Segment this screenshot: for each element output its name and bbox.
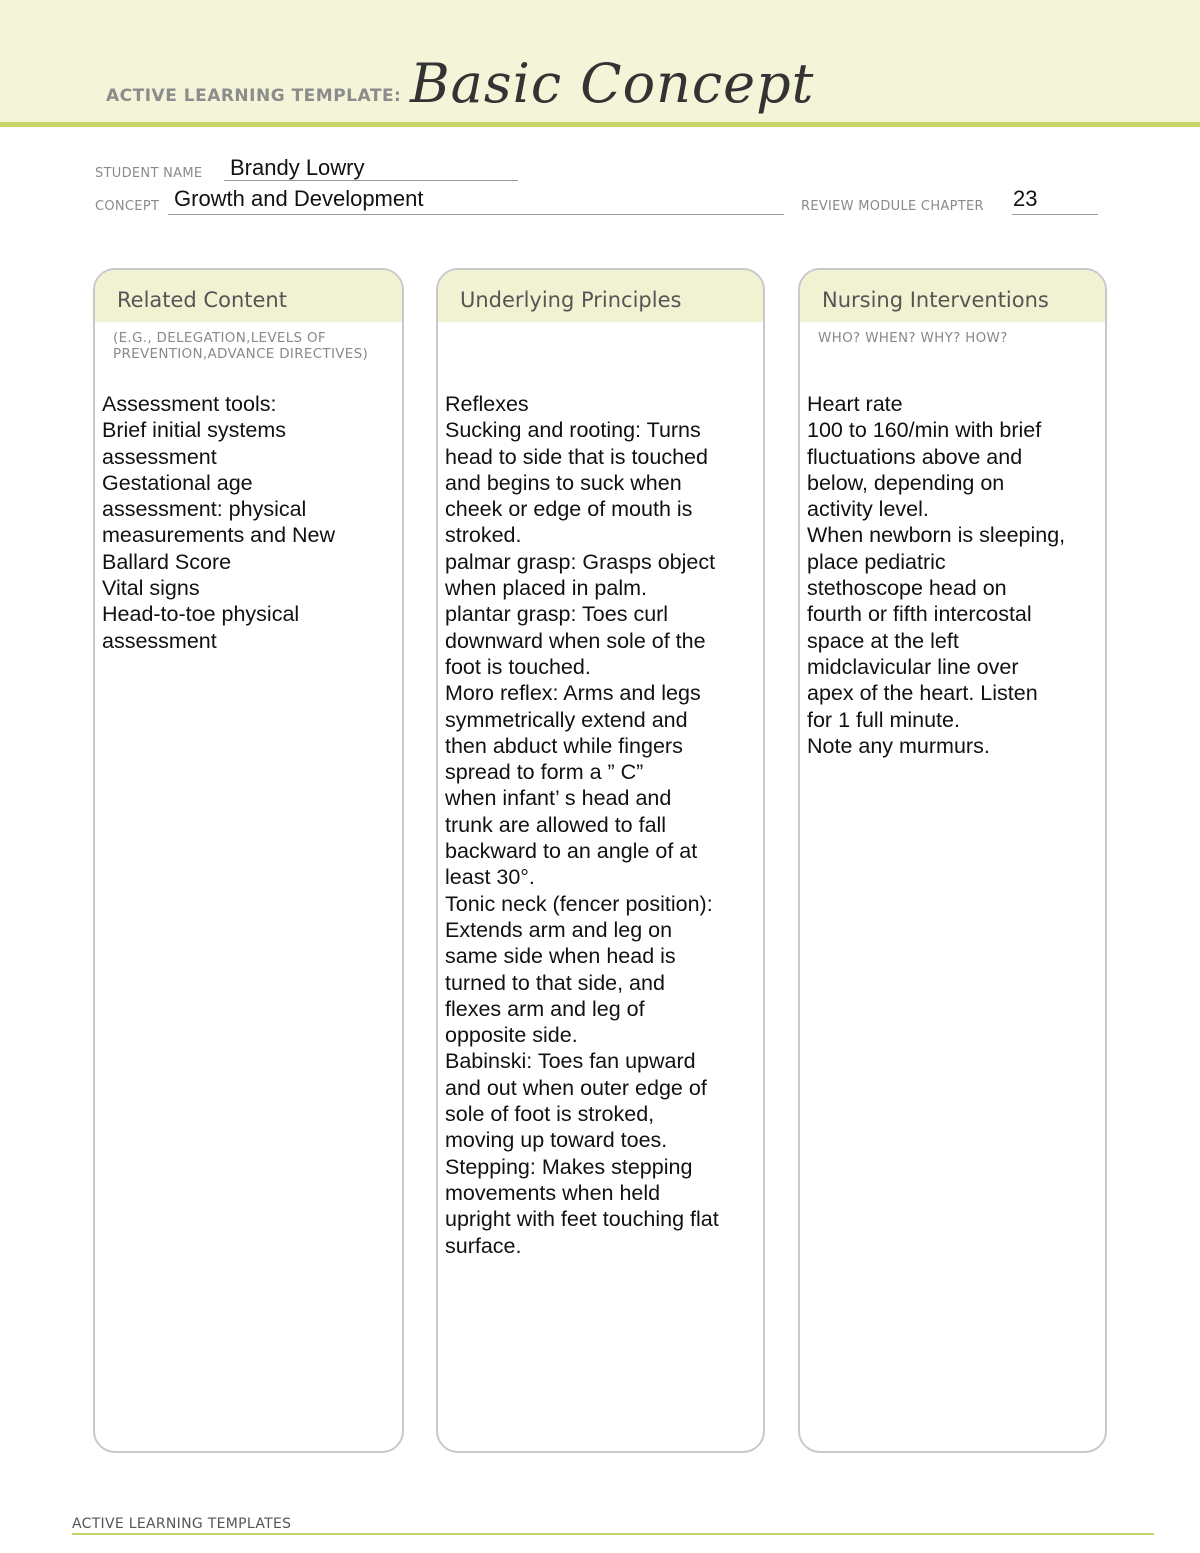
text-line: Head-to-toe physical <box>102 602 300 627</box>
student-name-label: STUDENT NAME <box>95 166 203 181</box>
text-line: below, depending on <box>807 470 1005 495</box>
card-body[interactable] <box>102 391 392 654</box>
text-line: assessment <box>102 444 217 469</box>
text-line: plantar grasp: Toes curl <box>445 602 669 627</box>
text-line: Heart rate <box>807 392 903 416</box>
text-line: (E.G., DELEGATION, <box>113 330 251 346</box>
review-module-line <box>1012 214 1098 215</box>
page-title: Basic Concept <box>410 52 815 115</box>
text-line: then abduct while fingers <box>445 733 683 758</box>
text-line: turned to that side, and <box>445 970 665 995</box>
text-line: moving up toward toes. <box>445 1128 668 1153</box>
text-line: Note any murmurs. <box>807 733 990 758</box>
text-line: when infant’ s head and <box>445 786 672 811</box>
card-subtitle <box>113 330 402 362</box>
text-line: backward to an angle of at <box>445 839 698 864</box>
text-line: stethoscope head on <box>807 576 1007 601</box>
text-line: Brief initial systems <box>102 418 286 443</box>
card-body[interactable] <box>445 391 753 1259</box>
text-line: Assessment tools: <box>102 392 277 416</box>
text-line: upright with feet touching flat <box>445 1207 719 1232</box>
text-line: Reflexes <box>445 392 529 416</box>
text-line: for 1 full minute. <box>807 707 960 732</box>
text-line: measurements and New <box>102 523 336 548</box>
text-line: and begins to suck when <box>445 470 682 495</box>
text-line: head to side that is touched <box>445 444 708 469</box>
text-line: Extends arm and leg on <box>445 917 673 942</box>
text-line: Gestational age <box>102 470 253 495</box>
text-line: Stepping: Makes stepping <box>445 1154 693 1179</box>
card-body[interactable] <box>807 391 1095 759</box>
text-line: When newborn is sleeping, <box>807 523 1066 548</box>
card-subtitle <box>818 330 1008 346</box>
text-line: Vital signs <box>102 576 200 601</box>
text-line: cheek or edge of mouth is <box>445 497 693 522</box>
text-line: same side when head is <box>445 944 676 969</box>
text-line: symmetrically extend and <box>445 707 688 732</box>
text-line: place pediatric <box>807 549 946 574</box>
card-title: Nursing Interventions <box>822 288 1049 312</box>
text-line: midclavicular line over <box>807 654 1019 679</box>
text-line: Babinski: Toes fan upward <box>445 1049 696 1074</box>
text-line: activity level. <box>807 497 929 522</box>
underlying-principles-card <box>436 268 765 1453</box>
text-line: palmar grasp: Grasps object <box>445 549 716 574</box>
text-line: Moro reflex: Arms and legs <box>445 681 701 706</box>
text-line: and out when outer edge of <box>445 1075 707 1100</box>
text-line: sole of foot is stroked, <box>445 1102 655 1127</box>
header-divider <box>0 122 1200 127</box>
text-line: downward when sole of the <box>445 628 706 653</box>
text-line: surface. <box>445 1233 522 1258</box>
review-module-field[interactable]: 23 <box>1013 186 1038 211</box>
text-line: Tonic neck (fencer position): <box>445 891 713 916</box>
text-line: Ballard Score <box>102 549 232 574</box>
text-line: flexes arm and leg of <box>445 996 645 1021</box>
text-line: WHO? WHEN? WHY? HOW? <box>818 330 1008 346</box>
text-line: stroked. <box>445 523 522 548</box>
text-line: 100 to 160/min with brief <box>807 418 1042 443</box>
footer-divider <box>72 1533 1154 1535</box>
text-line: assessment <box>102 628 217 653</box>
related-content-card <box>93 268 404 1453</box>
text-line: when placed in palm. <box>445 576 647 601</box>
text-line: apex of the heart. Listen <box>807 681 1038 706</box>
review-module-label: REVIEW MODULE CHAPTER <box>801 199 984 214</box>
text-line: opposite side. <box>445 1023 578 1048</box>
nursing-interventions-card <box>798 268 1107 1453</box>
template-label: ACTIVE LEARNING TEMPLATE: <box>106 86 402 106</box>
text-line: least 30°. <box>445 865 535 890</box>
text-line: ADVANCE DIRECTIVES) <box>207 346 369 362</box>
text-line: fluctuations above and <box>807 444 1023 469</box>
text-line: space at the left <box>807 628 959 653</box>
footer-label: ACTIVE LEARNING TEMPLATES <box>72 1516 292 1532</box>
text-line: trunk are allowed to fall <box>445 812 667 837</box>
card-title: Related Content <box>117 288 287 312</box>
card-title: Underlying Principles <box>460 288 682 312</box>
text-line: foot is touched. <box>445 654 591 679</box>
text-line: Sucking and rooting: Turns <box>445 418 701 443</box>
concept-field[interactable]: Growth and Development <box>174 186 424 211</box>
text-line: assessment: physical <box>102 497 307 522</box>
text-line: movements when held <box>445 1180 661 1205</box>
concept-line <box>168 214 784 215</box>
student-name-field[interactable]: Brandy Lowry <box>230 155 365 180</box>
text-line: spread to form a ” C” <box>445 760 644 785</box>
text-line: fourth or fifth intercostal <box>807 602 1032 627</box>
text-line: LEVELS OF PREVENTION, <box>113 330 326 362</box>
concept-label: CONCEPT <box>95 199 160 214</box>
